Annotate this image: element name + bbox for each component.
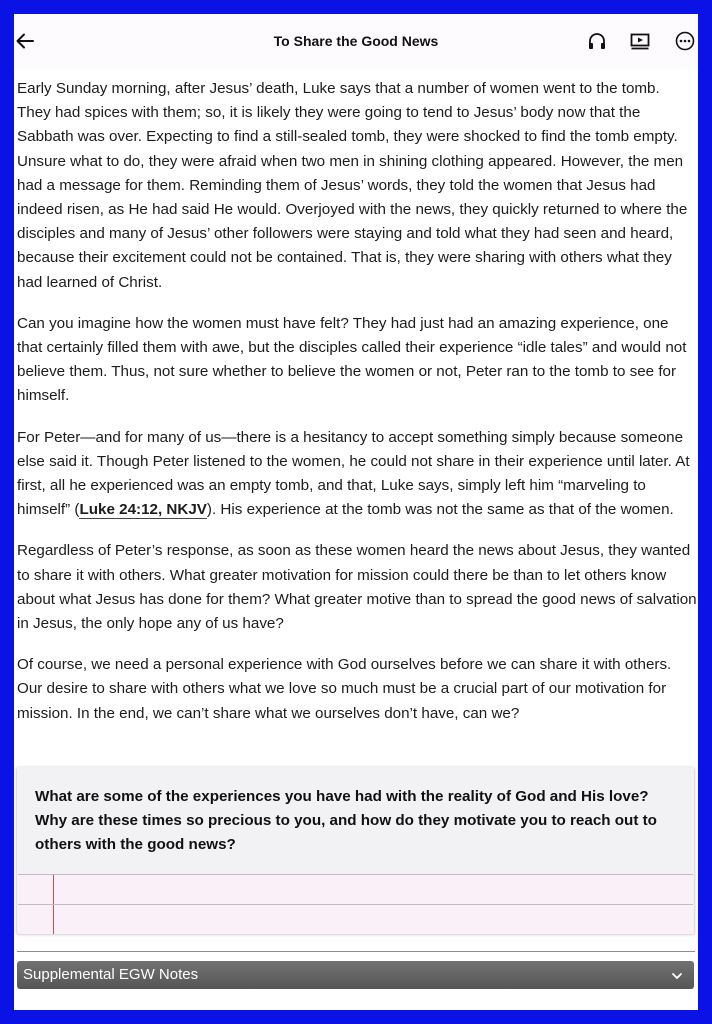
- video-icon[interactable]: [629, 30, 651, 52]
- paragraph-5: Of course, we need a personal experience with God ourselves before we can share it with others. Our desire to share with others what we love so much must be a crucial part of our motivation for mission. In the end, we can’t share what we ourselves don’t have, can we?: [17, 656, 672, 722]
- notes-margin-rule: [53, 905, 54, 934]
- scripture-reference-link[interactable]: Luke 24:12, NKJV: [79, 501, 207, 519]
- supplemental-egw-notes-dropdown[interactable]: [17, 961, 694, 989]
- supplemental-egw-notes-label: Supplemental EGW Notes: [23, 966, 199, 983]
- notes-input-line-2[interactable]: [18, 904, 693, 934]
- discussion-question: What are some of the experiences you have had with the reality of God and His love? Why are these times so precious to you, and how do they motivate you to reach out to others with the good news?: [35, 788, 657, 854]
- header-bar: [14, 14, 698, 70]
- notes-margin-rule: [53, 875, 54, 904]
- paragraph-4: Regardless of Peter’s response, as soon as these women heard the news about Jesus, they wanted to share it with others. What greater motivation for mission could there be than to let others know about what Jesus has done for them? What greater motive than to spread the good news of salvation in Jesus, the only hope any of us have?: [17, 542, 697, 633]
- app-window: [14, 14, 698, 1010]
- headphones-icon[interactable]: [586, 30, 608, 52]
- lesson-article: [17, 77, 697, 743]
- chevron-down-icon: [670, 969, 684, 983]
- page-title: To Share the Good News: [273, 33, 439, 49]
- paragraph-3-text-after: ). His experience at the tomb was not the same as that of the women.: [206, 501, 674, 519]
- back-arrow-icon[interactable]: [14, 30, 36, 52]
- section-divider: [17, 951, 695, 952]
- paragraph-1: Early Sunday morning, after Jesus’ death, Luke says that a number of women went to the tomb. They had spices with them; so, it is likely they were going to tend to Jesus’ body now that the Sabbath was over. Expecting to find a still-sealed tomb, they were shocked to find the tomb empty. Unsure what to do, they were afraid when two men in shining clothing appeared. However, the men had a message for them. Reminding them of Jesus’ words, they told the women that Jesus had indeed risen, as He had said He would. Overjoyed with the news, they quickly returned to where the disciples and many of Jesus’ other followers were staying and told what they had seen and heard, because their excitement could not be contained. That is, they were sharing with others what they had learned of Christ.: [17, 80, 688, 291]
- discussion-question-card: [17, 767, 694, 933]
- paragraph-3-text-before: For Peter—and for many of us—there is a hesitancy to accept something simply because someone else said it. Though Peter listened to the women, he could not share in their experience until later. At first, all he experienced was an empty tomb, and that, Luke says, simply left him “marveling to himself” (: [17, 428, 690, 519]
- notes-input-line-1[interactable]: [18, 874, 693, 904]
- paragraph-3: [17, 426, 697, 523]
- more-icon[interactable]: [674, 30, 696, 52]
- paragraph-2: Can you imagine how the women must have felt? They had just had an amazing experience, one that certainly filled them with awe, but the disciples called their experience “idle tales” and would not believe them. Thus, not sure whether to believe the women or not, Peter ran to the tomb to see for himself.: [17, 314, 687, 405]
